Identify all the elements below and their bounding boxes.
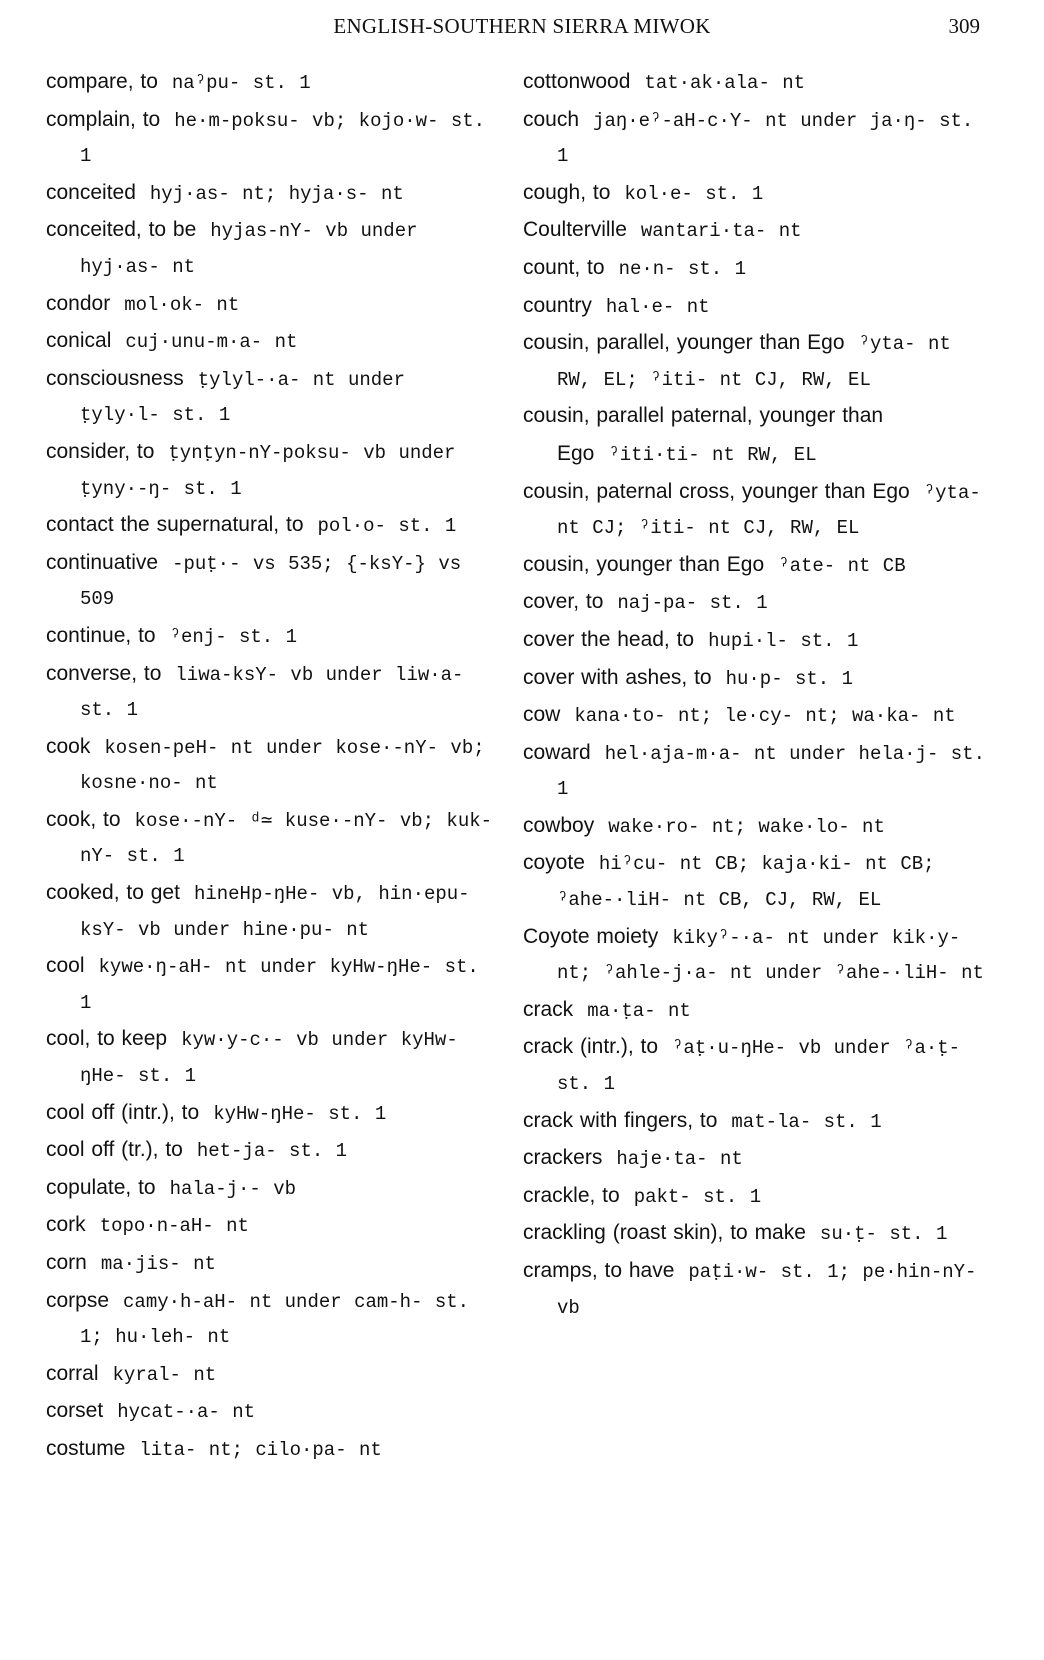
entry-headword: cool off (tr.), to: [46, 1138, 183, 1162]
entry-definition: ˀyta- nt RW, EL; ˀiti- nt CJ, RW, EL: [557, 333, 951, 391]
entry-definition: kikyˀ-·a- nt under kik·y- nt; ˀahle-j·a- nt under ˀahe-·liH- nt: [557, 926, 984, 985]
entry-definition: hu·p- st. 1: [725, 667, 854, 690]
dictionary-entry: [523, 175, 993, 213]
entry-headword: costume: [46, 1436, 126, 1460]
entry-definition: naˀpu- st. 1: [171, 72, 311, 94]
entry-headword: crack with fingers, to: [523, 1108, 718, 1132]
dictionary-entry: [46, 545, 496, 618]
entry-definition: kyral- nt: [112, 1363, 217, 1386]
entry-headword: corpse: [46, 1288, 110, 1312]
entry-definition: wantari·ta- nt: [640, 220, 802, 243]
entry-definition: mol·ok- nt: [124, 293, 240, 316]
entry-headword: coyote: [523, 851, 585, 875]
dictionary-entry: [523, 919, 993, 992]
entry-definition: hal·e- nt: [605, 295, 710, 318]
dictionary-entry: [46, 361, 496, 434]
entry-headword: coward: [523, 740, 591, 764]
entry-definition: tat·ak·ala- nt: [644, 72, 806, 94]
entry-headword: Coulterville: [523, 218, 627, 242]
entry-definition: kyHw-ŋHe- st. 1: [213, 1102, 387, 1125]
dictionary-entry: [523, 1140, 993, 1178]
entry-headword: cork: [46, 1213, 86, 1237]
dictionary-entry: [46, 875, 496, 948]
entry-definition: ṭynṭyn-nY-poksu- vb under ṭyny·-ŋ- st. 1: [80, 441, 456, 500]
entry-headword: cover, to: [523, 590, 604, 614]
entry-definition: ˀiti·ti- nt RW, EL: [608, 443, 817, 466]
dictionary-entry: [523, 1178, 993, 1216]
dictionary-entry: [46, 948, 496, 1021]
page-number: 309: [948, 14, 980, 38]
entry-headword: crackle, to: [523, 1183, 620, 1207]
entry-headword: crack (intr.), to: [523, 1035, 659, 1059]
entry-headword: conical: [46, 329, 112, 353]
dictionary-entry: [46, 102, 496, 175]
dictionary-entry: [523, 325, 993, 398]
dictionary-entry: [523, 212, 993, 250]
dictionary-entry: [46, 1095, 496, 1133]
dictionary-entry: [523, 547, 993, 585]
entry-headword: cousin, parallel paternal, younger than Ego: [523, 404, 884, 465]
entry-definition: ˀaṭ·u-ŋHe- vb under ˀa·ṭ- st. 1: [557, 1037, 961, 1096]
entry-headword: consciousness: [46, 366, 184, 390]
dictionary-entry: [523, 1029, 993, 1102]
page-title: ENGLISH-SOUTHERN SIERRA MIWOK: [333, 14, 711, 38]
entry-headword: cover the head, to: [523, 627, 695, 651]
entry-headword: crack: [523, 997, 574, 1021]
left-column: [46, 64, 496, 1469]
entry-headword: complain, to: [46, 107, 161, 131]
entry-definition: pol·o- st. 1: [317, 515, 457, 538]
entry-definition: hineHp-ŋHe- vb, hin·epu-ksY- vb under hine·pu- nt: [80, 883, 470, 941]
dictionary-entry: [46, 1431, 496, 1469]
dictionary-entry: [46, 1393, 496, 1431]
dictionary-entry: [523, 474, 993, 547]
entry-headword: cool, to keep: [46, 1027, 168, 1051]
entry-definition: camy·h-aH- nt under cam-h- st. 1; hu·leh- nt: [80, 1290, 470, 1349]
entry-definition: naj-pa- st. 1: [617, 592, 768, 615]
entry-definition: ne·n- st. 1: [618, 257, 746, 280]
entry-headword: contact the supernatural, to: [46, 513, 304, 537]
entry-definition: hupi·l- st. 1: [708, 629, 859, 652]
dictionary-entry: [523, 398, 993, 473]
entry-headword: condor: [46, 291, 111, 315]
dictionary-entry: [46, 507, 496, 545]
entry-definition: kose·-nY- ᵈ≃ kuse·-nY- vb; kuk-nY- st. 1: [80, 809, 493, 868]
dictionary-entry: [523, 1253, 993, 1326]
entry-headword: cooked, to get: [46, 881, 180, 905]
dictionary-entry: [46, 1207, 496, 1245]
entry-definition: ṭylyl-·a- nt under ṭyly·l- st. 1: [80, 368, 405, 427]
dictionary-entry: [46, 286, 496, 324]
entry-definition: pakt- st. 1: [633, 1185, 762, 1208]
entry-definition: hala-j·- vb: [169, 1177, 297, 1200]
entry-definition: cuj·unu-m·a- nt: [125, 331, 298, 354]
entry-headword: corral: [46, 1361, 99, 1385]
dictionary-entry: [46, 323, 496, 361]
entry-headword: conceited, to be: [46, 218, 197, 242]
entry-headword: cook, to: [46, 807, 121, 831]
dictionary-entry: [523, 622, 993, 660]
dictionary-entry: [523, 584, 993, 622]
dictionary-entry: [523, 250, 993, 288]
dictionary-entry: [46, 434, 496, 507]
entry-definition: he·m-poksu- vb; kojo·w- st. 1: [80, 109, 486, 168]
entry-definition: paṭi·w- st. 1; pe·hin-nY- vb: [557, 1261, 977, 1319]
entry-headword: cousin, paternal cross, younger than Ego: [523, 479, 910, 503]
entry-definition: kana·to- nt; le·cy- nt; wa·ka- nt: [574, 705, 956, 728]
entry-headword: cottonwood: [523, 70, 631, 93]
entry-headword: conceited: [46, 180, 136, 204]
entry-headword: cramps, to have: [523, 1259, 675, 1282]
entry-definition: het-ja- st. 1: [196, 1140, 348, 1163]
entry-headword: couch: [523, 107, 580, 131]
entry-definition: liwa-ksY- vb under liw·a- st. 1: [80, 663, 464, 722]
dictionary-entry: [523, 1103, 993, 1141]
dictionary-entry: [523, 660, 993, 698]
entry-headword: Coyote moiety: [523, 924, 659, 948]
entry-definition: hiˀcu- nt CB; kaja·ki- nt CB; ˀahe-·liH- nt CB, CJ, RW, EL: [557, 853, 935, 912]
running-head: [0, 14, 1044, 46]
entry-definition: hyj·as- nt; hyja·s- nt: [149, 182, 404, 205]
entry-definition: ˀate- nt CB: [778, 554, 906, 577]
entry-headword: cook: [46, 734, 91, 758]
entry-headword: continuative: [46, 550, 159, 574]
dictionary-entry: [46, 656, 496, 729]
entry-definition: lita- nt; cilo·pa- nt: [139, 1438, 382, 1461]
dictionary-entry: [523, 288, 993, 326]
entry-definition: kol·e- st. 1: [624, 182, 764, 205]
entry-definition: kyw·y-c·- vb under kyHw-ŋHe- st. 1: [80, 1029, 458, 1088]
entry-headword: cowboy: [523, 813, 595, 837]
entry-headword: cough, to: [523, 180, 611, 204]
entry-definition: mat-la- st. 1: [731, 1110, 882, 1133]
entry-headword: cool: [46, 954, 85, 978]
dictionary-entry: [46, 1021, 496, 1094]
entry-headword: corn: [46, 1251, 87, 1274]
entry-definition: su·ṭ- st. 1: [819, 1223, 948, 1246]
entry-definition: ma·jis- nt: [100, 1253, 216, 1275]
dictionary-entry: [46, 1132, 496, 1170]
dictionary-entry: [46, 729, 496, 802]
dictionary-entry: [523, 64, 993, 102]
dictionary-entry: [46, 175, 496, 213]
entry-headword: cousin, parallel, younger than Ego: [523, 331, 845, 355]
dictionary-entry: [46, 802, 496, 875]
dictionary-entry: [523, 102, 993, 175]
dictionary-entry: [523, 845, 993, 918]
entry-headword: count, to: [523, 255, 605, 279]
dictionary-entry: [46, 1170, 496, 1208]
entry-headword: copulate, to: [46, 1175, 156, 1199]
dictionary-entry: [523, 808, 993, 846]
dictionary-entry: [46, 212, 496, 285]
entry-definition: wake·ro- nt; wake·lo- nt: [608, 815, 885, 838]
entry-definition: jaŋ·eˀ-aH-c·Y- nt under ja·ŋ- st. 1: [557, 109, 974, 168]
entry-definition: ˀyta- nt CJ; ˀiti- nt CJ, RW, EL: [557, 481, 981, 540]
entry-definition: hycat-·a- nt: [117, 1401, 256, 1424]
right-column: [523, 64, 993, 1326]
entry-definition: -puṭ·- vs 535; {-ksY-} vs 509: [80, 552, 462, 611]
dictionary-entry: [523, 735, 993, 808]
entry-definition: topo·n-aH- nt: [99, 1215, 249, 1238]
entry-definition: hel·aja-m·a- nt under hela·j- st. 1: [557, 742, 985, 801]
entry-definition: kywe·ŋ-aH- nt under kyHw-ŋHe- st. 1: [80, 956, 479, 1014]
dictionary-entry: [46, 1283, 496, 1356]
entry-headword: cow: [523, 703, 561, 727]
entry-definition: hyjas-nY- vb under hyj·as- nt: [80, 220, 418, 278]
dictionary-entry: [523, 1215, 993, 1253]
entry-headword: country: [523, 293, 592, 317]
entry-headword: corset: [46, 1399, 104, 1423]
entry-headword: cool off (intr.), to: [46, 1100, 200, 1124]
entry-headword: cousin, younger than Ego: [523, 552, 765, 576]
entry-headword: crackling (roast skin), to make: [523, 1221, 806, 1245]
dictionary-entry: [46, 64, 496, 102]
entry-definition: ma·ṭa- nt: [587, 999, 691, 1022]
dictionary-entry: [523, 992, 993, 1030]
entry-headword: cover with ashes, to: [523, 665, 712, 689]
entry-definition: kosen-peH- nt under kose·-nY- vb; kosne·no- nt: [80, 736, 485, 795]
entry-headword: compare, to: [46, 70, 158, 93]
dictionary-entry: [46, 1356, 496, 1394]
dictionary-entry: [523, 697, 993, 735]
entry-headword: converse, to: [46, 661, 162, 685]
entry-headword: consider, to: [46, 439, 155, 463]
entry-definition: ˀenj- st. 1: [169, 625, 298, 648]
entry-definition: haje·ta- nt: [616, 1148, 743, 1171]
entry-headword: continue, to: [46, 623, 156, 647]
dictionary-entry: [46, 1245, 496, 1283]
entry-headword: crackers: [523, 1146, 603, 1170]
dictionary-entry: [46, 618, 496, 656]
